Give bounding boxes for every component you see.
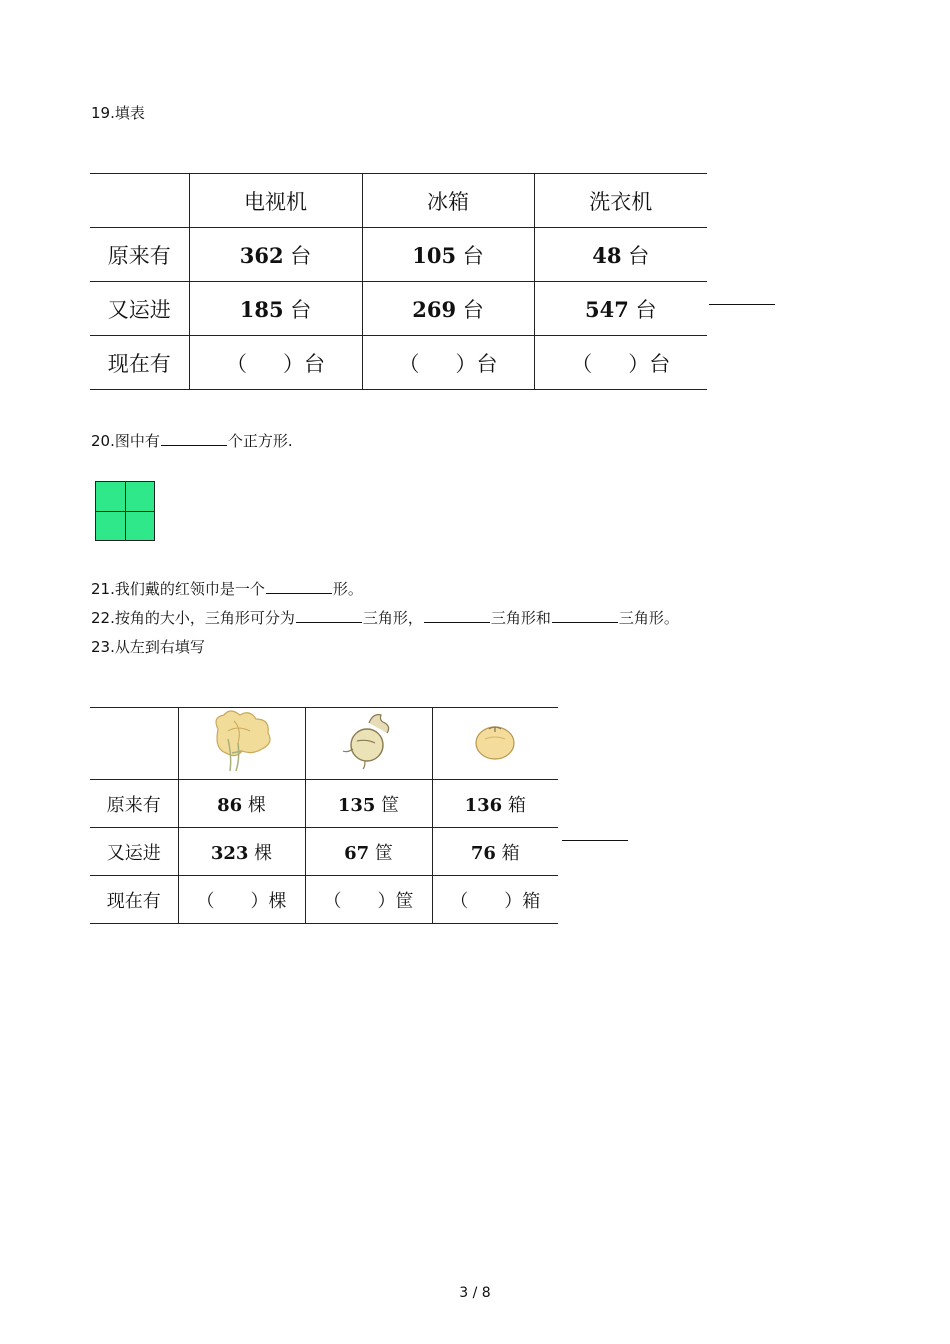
answer-cell[interactable]: （ ）棵	[178, 876, 305, 924]
cell-number: 547	[584, 296, 629, 322]
question-21: 21.我们戴的红领巾是一个 形。	[91, 580, 363, 598]
answer-cell[interactable]: （ ）筐	[305, 876, 432, 924]
header-fridge: 冰箱	[362, 174, 534, 228]
cell-number: 269	[412, 296, 457, 322]
answer-blank[interactable]	[552, 608, 618, 623]
answer-cell[interactable]: （ ）台	[189, 336, 362, 390]
table-header-row	[90, 708, 558, 780]
cell-unit: 台	[628, 243, 650, 268]
answer-blank-q23[interactable]	[562, 840, 628, 841]
question-20: 20.图中有 个正方形.	[91, 432, 293, 450]
cell-number: 48	[592, 242, 622, 268]
cell-unit: 棵	[247, 794, 266, 816]
cell-number: 105	[412, 242, 457, 268]
cell-unit: 箱	[507, 794, 526, 816]
cell-unit: 台	[462, 243, 484, 268]
cell-number: 135	[337, 794, 376, 816]
cell-number: 362	[239, 242, 284, 268]
cell-unit: 台	[635, 297, 657, 322]
cell-unit: 台	[290, 297, 312, 322]
appliance-table	[90, 173, 707, 390]
table-row	[90, 780, 558, 828]
table-row	[90, 228, 707, 282]
question-22: 22.按角的大小，三角形可分为 三角形， 三角形和 三角形。	[91, 609, 679, 627]
answer-blank[interactable]	[266, 579, 332, 594]
cell-unit: 台	[462, 297, 484, 322]
table-header-row	[90, 174, 707, 228]
row-label: 现在有	[90, 336, 189, 390]
cell-unit: 台	[290, 243, 312, 268]
cell-number: 76	[470, 842, 496, 864]
answer-cell[interactable]: （ ）箱	[432, 876, 558, 924]
table-row	[90, 282, 707, 336]
table-row-result	[90, 336, 707, 390]
row-label: 原来有	[90, 780, 178, 828]
cell-unit: 箱	[501, 842, 520, 864]
square-grid-figure	[95, 481, 155, 541]
cell-number: 136	[464, 794, 503, 816]
answer-cell[interactable]: （ ）台	[534, 336, 707, 390]
produce-table	[90, 707, 558, 924]
radish-icon	[339, 711, 399, 771]
header-washer: 洗衣机	[534, 174, 707, 228]
answer-cell[interactable]: （ ）台	[362, 336, 534, 390]
header-empty	[90, 174, 189, 228]
cell-number: 185	[239, 296, 284, 322]
cell-number: 323	[210, 842, 249, 864]
row-label: 又运进	[90, 282, 189, 336]
page-number: 3 / 8	[459, 1285, 491, 1301]
row-label: 现在有	[90, 876, 178, 924]
answer-blank[interactable]	[296, 608, 362, 623]
cell-number: 67	[344, 842, 370, 864]
header-empty	[90, 708, 178, 780]
question-23-title: 23.从左到右填写	[91, 638, 205, 656]
cell-unit: 筐	[374, 842, 393, 864]
answer-blank-q19[interactable]	[709, 304, 775, 305]
answer-blank[interactable]	[424, 608, 490, 623]
cell-unit: 棵	[254, 842, 273, 864]
row-label: 原来有	[90, 228, 189, 282]
cabbage-icon	[208, 709, 276, 773]
row-label: 又运进	[90, 828, 178, 876]
tomato-icon	[471, 719, 519, 763]
header-tv: 电视机	[189, 174, 362, 228]
table-row	[90, 828, 558, 876]
cell-number: 86	[217, 794, 243, 816]
cell-unit: 筐	[381, 794, 400, 816]
table-row-result	[90, 876, 558, 924]
question-19-title: 19.填表	[91, 104, 145, 122]
answer-blank[interactable]	[161, 431, 227, 446]
